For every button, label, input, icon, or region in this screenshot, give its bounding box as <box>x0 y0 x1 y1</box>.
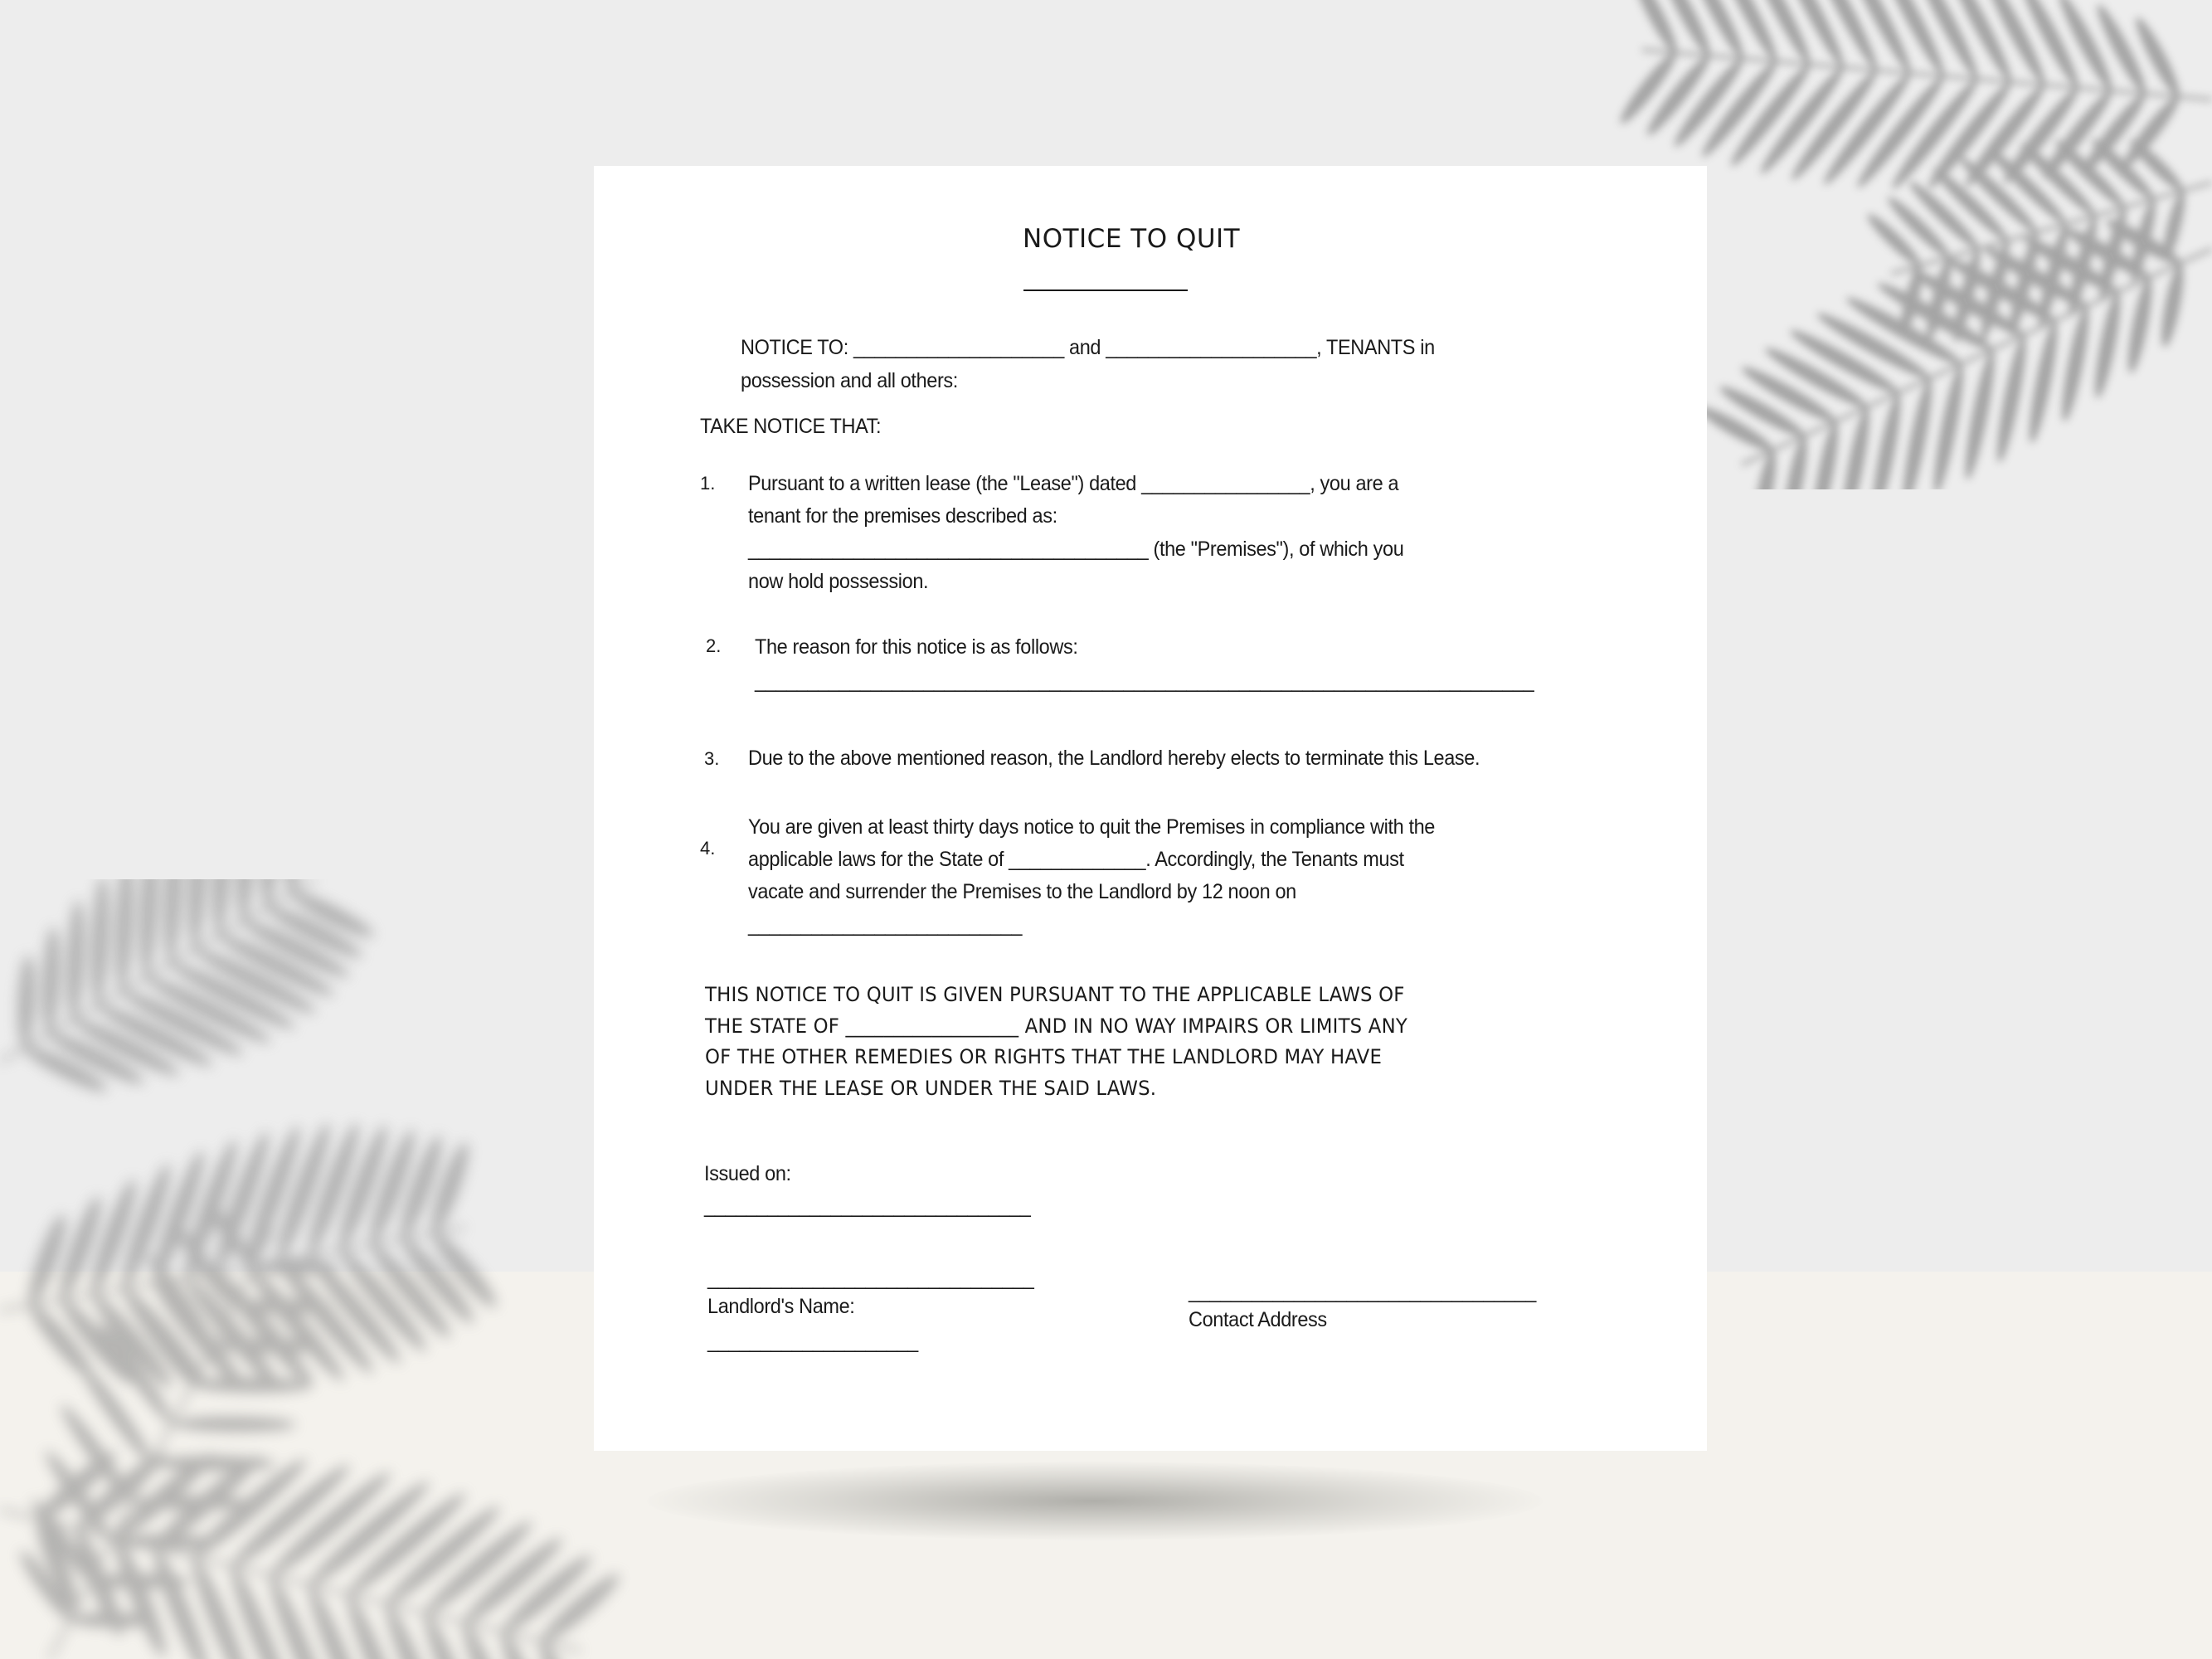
item-4-line: You are given at least thirty days notice to quit the Premises in compliance with the <box>748 815 1436 839</box>
item-1-line: now hold possession. <box>748 570 929 593</box>
item-number: 4. <box>700 838 716 859</box>
statement-line: OF THE OTHER REMEDIES OR RIGHTS THAT THE LANDLORD MAY HAVE <box>705 1045 1383 1068</box>
issued-on-label: Issued on: <box>704 1162 791 1185</box>
item-2-blank: __________________________________________________________________________ <box>755 669 1534 693</box>
contact-address-label: Contact Address <box>1189 1308 1327 1331</box>
paper-drop-shadow <box>647 1462 1543 1540</box>
statement-line: UNDER THE LEASE OR UNDER THE SAID LAWS. <box>705 1077 1157 1100</box>
notice-to-line: NOTICE TO: ____________________ and ____________________, TENANTS in <box>741 336 1435 359</box>
statement-line: THIS NOTICE TO QUIT IS GIVEN PURSUANT TO THE APPLICABLE LAWS OF <box>705 983 1405 1006</box>
landlord-name-label: Landlord's Name: <box>707 1295 855 1318</box>
landlord-signature-blank: _______________________________ <box>707 1267 1034 1290</box>
item-number: 1. <box>700 473 716 494</box>
item-1-line: ______________________________________ (the "Premises"), of which you <box>748 538 1404 561</box>
notice-to-line-continued: possession and all others: <box>741 369 958 392</box>
issued-on-blank: _______________________________ <box>704 1194 1031 1218</box>
item-number: 2. <box>706 635 722 656</box>
title-underline <box>1023 289 1188 291</box>
item-4-line: vacate and surrender the Premises to the Landlord by 12 noon on <box>748 880 1296 903</box>
take-notice-heading: TAKE NOTICE THAT: <box>700 415 882 438</box>
item-4-blank: __________________________ <box>748 913 1023 937</box>
item-number: 3. <box>704 748 720 769</box>
item-4-line: applicable laws for the State of _____________. Accordingly, the Tenants must <box>748 848 1404 871</box>
item-3-line: Due to the above mentioned reason, the Landlord hereby elects to terminate this Lease. <box>748 747 1480 770</box>
item-1-line: tenant for the premises described as: <box>748 504 1057 528</box>
item-2-line: The reason for this notice is as follows: <box>755 635 1078 659</box>
contact-address-blank: _________________________________ <box>1189 1280 1536 1303</box>
statement-line: THE STATE OF __________________ AND IN NO WAY IMPAIRS OR LIMITS ANY <box>705 1014 1407 1038</box>
notice-document <box>594 166 1707 1451</box>
landlord-name-blank: ____________________ <box>707 1330 918 1353</box>
item-1-line: Pursuant to a written lease (the "Lease") dated ________________, you are a <box>748 472 1399 495</box>
document-title: NOTICE TO QUIT <box>1023 224 1241 254</box>
